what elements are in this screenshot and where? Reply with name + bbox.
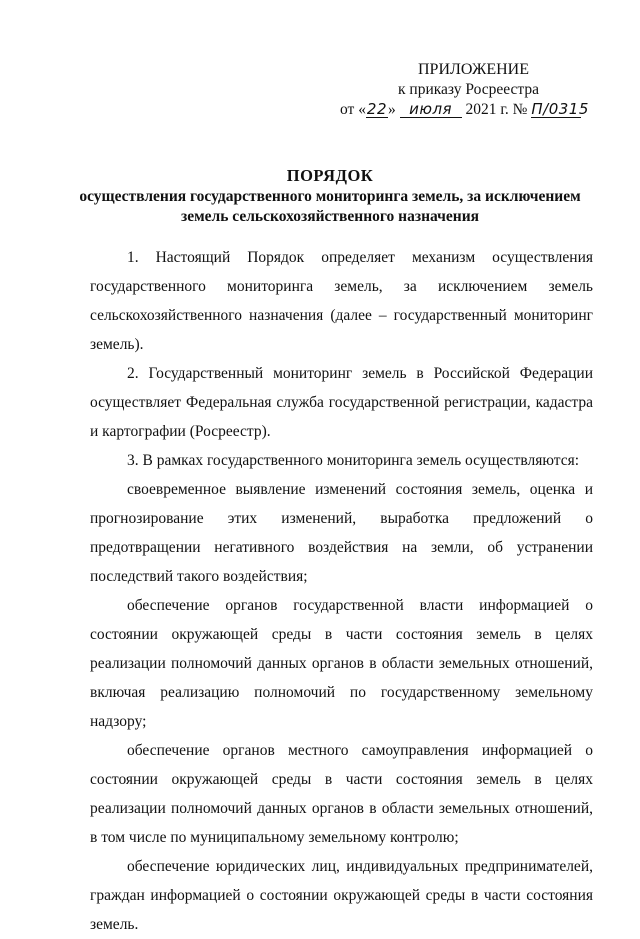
list-item-4: обеспечение юридических лиц, индивидуальных предпринимателей, граждан информацией о состоянии окружающей среды в части состояния земель. xyxy=(90,858,593,933)
paragraph-3: 3. В рамках государственного мониторинга земель осуществляются: xyxy=(127,452,580,469)
appendix-title: ПРИЛОЖЕНИЕ xyxy=(418,61,530,78)
paragraph-1: 1. Настоящий Порядок определяет механизм осуществления государственного мониторинга земель, за исключением земель сельскохозяйственного назначения (далее – государственный мониторинг земель). xyxy=(90,249,593,353)
date-day-close: » xyxy=(387,101,396,118)
handwritten-order-number: П/0315 xyxy=(531,100,589,118)
date-from-label: от « xyxy=(340,101,366,118)
appendix-header xyxy=(340,60,610,120)
document-title-block xyxy=(60,165,600,227)
handwritten-day: 22 xyxy=(366,100,387,118)
year-number-label: 2021 г. № xyxy=(465,101,528,118)
document-subtitle-line-1: осуществления государственного мониторинга земель, за исключением xyxy=(79,188,581,205)
document-body xyxy=(90,243,593,939)
document-subtitle-line-2: земель сельскохозяйственного назначения xyxy=(180,208,480,225)
order-reference: к приказу Росреестра xyxy=(398,81,539,98)
list-item-1: своевременное выявление изменений состояния земель, оценка и прогнозирование этих изменений, выработка предложений о предотвращении негативного воздействия на земли, об устранении последствий такого воздействия; xyxy=(90,481,593,585)
paragraph-2: 2. Государственный мониторинг земель в Российской Федерации осуществляет Федеральная служба государственной регистрации, кадастра и картографии (Росреестр). xyxy=(90,365,593,440)
list-item-3: обеспечение органов местного самоуправления информацией о состоянии окружающей среды в части состояния земель в целях реализации полномочий данных органов в области земельных отношений, в том числе по муниципальному земельному контролю; xyxy=(90,742,593,846)
document-title: ПОРЯДОК xyxy=(286,166,374,185)
order-date-number xyxy=(340,100,589,120)
handwritten-month: июля xyxy=(400,101,462,118)
list-item-2: обеспечение органов государственной власти информацией о состоянии окружающей среды в части состояния земель в целях реализации полномочий данных органов в области земельных отношений, включая реализацию полномочий по государственному земельному надзору; xyxy=(90,597,593,730)
